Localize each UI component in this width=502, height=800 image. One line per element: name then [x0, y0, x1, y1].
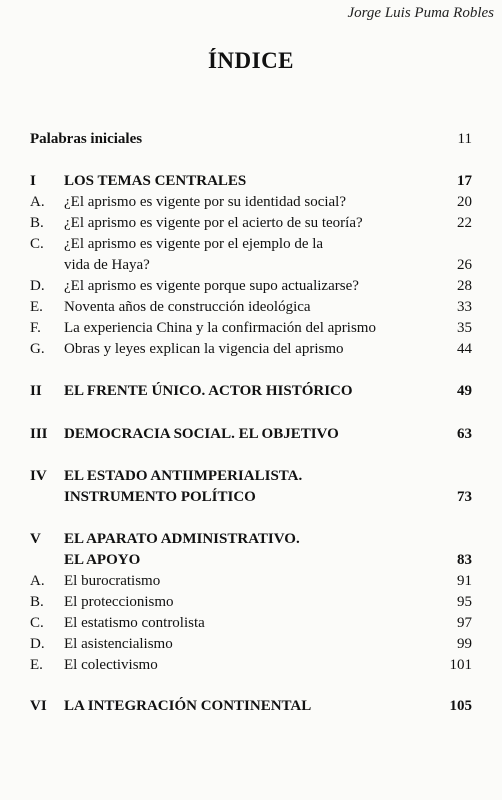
- toc-entry: [30, 212, 472, 234]
- toc-page: 101: [449, 657, 472, 673]
- toc-entry: [30, 317, 472, 339]
- toc-title: EL FRENTE ÚNICO. ACTOR HISTÓRICO: [64, 383, 353, 399]
- toc-page: 63: [457, 426, 472, 442]
- toc-entry: [30, 570, 472, 592]
- toc-page: 83: [457, 552, 472, 568]
- toc-entry: [30, 296, 472, 318]
- toc-page: 105: [449, 698, 472, 714]
- toc-title: El asistencialismo: [64, 636, 173, 652]
- toc-entry: [30, 612, 472, 634]
- toc-title: EL APARATO ADMINISTRATIVO.: [64, 531, 300, 547]
- toc-number: D.: [30, 636, 45, 652]
- toc-number: B.: [30, 215, 44, 231]
- toc-page: 99: [457, 636, 472, 652]
- toc-number: D.: [30, 278, 45, 294]
- toc-entry: [30, 465, 472, 487]
- toc-number: VI: [30, 698, 47, 714]
- toc-title: Noventa años de construcción ideológica: [64, 299, 311, 315]
- toc-page: 26: [457, 257, 472, 273]
- toc-entry: [30, 170, 472, 192]
- toc-page: 95: [457, 594, 472, 610]
- toc-entry: [30, 191, 472, 213]
- page-title: ÍNDICE: [207, 48, 295, 73]
- toc-number: E.: [30, 657, 43, 673]
- toc-page: 35: [457, 320, 472, 336]
- toc-title: EL APOYO: [64, 552, 141, 568]
- toc-title: Obras y leyes explican la vigencia del aprismo: [64, 341, 344, 357]
- toc-title: ¿El aprismo es vigente por su identidad social?: [64, 194, 347, 210]
- toc-number: III: [30, 426, 48, 442]
- toc-number: B.: [30, 594, 44, 610]
- toc-number: C.: [30, 615, 44, 631]
- toc-entry: [30, 486, 472, 508]
- toc-number: IV: [30, 468, 47, 484]
- toc-entry: [30, 654, 472, 676]
- toc-page: 97: [457, 615, 472, 631]
- toc-number: A.: [30, 194, 45, 210]
- toc-title: El burocratismo: [64, 573, 161, 589]
- toc-entry: [30, 423, 472, 445]
- toc-page: 73: [457, 489, 472, 505]
- toc-number: G.: [30, 341, 45, 357]
- toc-title: DEMOCRACIA SOCIAL. EL OBJETIVO: [64, 426, 339, 442]
- toc-page: 33: [457, 299, 472, 315]
- toc-number: A.: [30, 573, 45, 589]
- toc-number: V: [30, 531, 41, 547]
- toc-entry: [30, 128, 472, 150]
- toc-title: ¿El aprismo es vigente por el ejemplo de la: [64, 236, 324, 252]
- toc-title: Palabras iniciales: [30, 131, 143, 147]
- toc-page: 91: [457, 573, 472, 589]
- toc-title: LA INTEGRACIÓN CONTINENTAL: [64, 698, 312, 714]
- toc-title: El estatismo controlista: [64, 615, 205, 631]
- toc-number: I: [30, 173, 36, 189]
- running-header-author: Jorge Luis Puma Robles: [347, 5, 494, 21]
- toc-title: El proteccionismo: [64, 594, 174, 610]
- toc-title: ¿El aprismo es vigente porque supo actualizarse?: [64, 278, 359, 294]
- toc-entry: [30, 591, 472, 613]
- toc-entry: [30, 633, 472, 655]
- toc-page: 20: [457, 194, 472, 210]
- toc-page: 28: [457, 278, 472, 294]
- toc-title: ¿El aprismo es vigente por el acierto de su teoría?: [64, 215, 363, 231]
- toc-number: E.: [30, 299, 43, 315]
- toc-page: 11: [457, 131, 472, 147]
- toc-entry: [30, 549, 472, 571]
- toc-entry: [30, 233, 472, 255]
- toc-number: C.: [30, 236, 44, 252]
- toc-title: La experiencia China y la confirmación del aprismo: [64, 320, 376, 336]
- toc-entry: [30, 254, 472, 276]
- toc-entry: [30, 380, 472, 402]
- toc-page: 49: [457, 383, 472, 399]
- toc-entry: [30, 275, 472, 297]
- toc-title: EL ESTADO ANTIIMPERIALISTA.: [64, 468, 303, 484]
- toc-page: 17: [457, 173, 472, 189]
- toc-entry: [30, 338, 472, 360]
- toc-title: vida de Haya?: [64, 257, 150, 273]
- toc-number: II: [30, 383, 42, 399]
- toc-title: LOS TEMAS CENTRALES: [64, 173, 247, 189]
- toc-number: F.: [30, 320, 41, 336]
- toc-page: 22: [457, 215, 472, 231]
- toc-entry: [30, 528, 472, 550]
- toc-page: 44: [457, 341, 472, 357]
- toc-entry: [30, 695, 472, 717]
- toc-title: El colectivismo: [64, 657, 158, 673]
- toc-title: INSTRUMENTO POLÍTICO: [64, 489, 256, 505]
